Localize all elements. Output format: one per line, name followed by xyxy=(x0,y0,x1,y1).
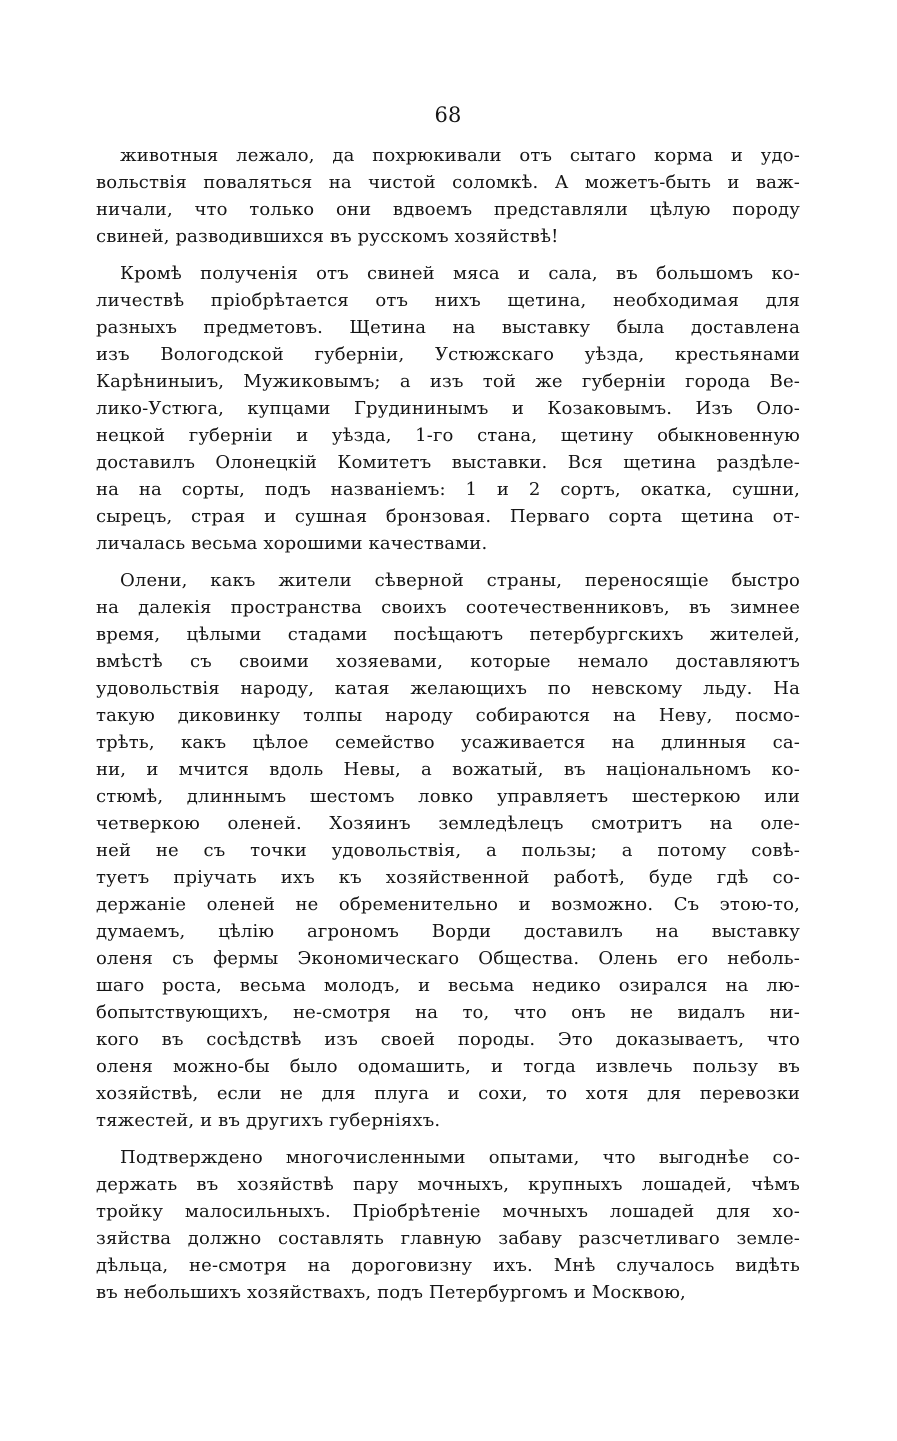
text-line: въ небольшихъ хозяйствахъ, подъ Петербургомъ и Москвою, xyxy=(96,1282,686,1303)
paragraph xyxy=(96,260,800,557)
text-line: Олени, какъ жители сѣверной страны, переносящіе быстро xyxy=(120,570,800,591)
text-line: оленя можно-бы было одомашить, и тогда извлечь пользу въ xyxy=(96,1056,800,1077)
text-line: шаго роста, весьма молодъ, и весьма недико озирался на лю- xyxy=(96,975,800,996)
text-line: держаніе оленей не обременительно и возможно. Съ этою-то, xyxy=(96,894,800,915)
text-line: ничали, что только они вдвоемъ представляли цѣлую породу xyxy=(96,199,800,220)
text-line: трѣть, какъ цѣлое семейство усаживается на длинныя са- xyxy=(96,732,800,753)
text-line: стюмѣ, длиннымъ шестомъ ловко управляетъ шестеркою или xyxy=(96,786,800,807)
text-line: зяйства должно составлять главную забаву разсчетливаго земле- xyxy=(96,1228,800,1249)
text-line: животныя лежало, да похрюкивали отъ сытаго корма и удо- xyxy=(120,145,800,166)
text-line: личалась весьма хорошими качествами. xyxy=(96,533,488,554)
text-line: Подтверждено многочисленными опытами, что выгоднѣе со- xyxy=(120,1147,800,1168)
text-line: кого въ сосѣдствѣ изъ своей породы. Это доказываетъ, что xyxy=(96,1029,800,1050)
text-line: на на сорты, подъ названіемъ: 1 и 2 сортъ, окатка, сушни, xyxy=(96,479,800,500)
text-line: личествѣ пріобрѣтается отъ нихъ щетина, необходимая для xyxy=(96,290,800,311)
text-line: тройку малосильныхъ. Пріобрѣтеніе мочныхъ лошадей для хо- xyxy=(96,1201,800,1222)
paragraph xyxy=(96,567,800,1134)
text-line: удовольствія народу, катая желающихъ по невскому льду. На xyxy=(96,678,800,699)
text-line: такую диковинку толпы народу собираются на Неву, посмо- xyxy=(96,705,800,726)
text-line: четверкою оленей. Хозяинъ земледѣлецъ смотритъ на оле- xyxy=(96,813,800,834)
text-line: на далекія пространства своихъ соотечественниковъ, въ зимнее xyxy=(96,597,800,618)
paragraph xyxy=(96,1144,800,1306)
text-line: оленя съ фермы Экономическаго Общества. Олень его неболь- xyxy=(96,948,800,969)
page-number: 68 xyxy=(434,103,462,127)
text-line: сырецъ, страя и сушная бронзовая. Перваго сорта щетина от- xyxy=(96,506,800,527)
text-line: Кромѣ полученія отъ свиней мяса и сала, въ большомъ ко- xyxy=(120,263,800,284)
text-line: туетъ пріучать ихъ къ хозяйственной работѣ, буде гдѣ со- xyxy=(96,867,800,888)
text-line: изъ Вологодской губерніи, Устюжскаго уѣзда, крестьянами xyxy=(96,344,800,365)
text-line: вмѣстѣ съ своими хозяевами, которые немало доставляютъ xyxy=(96,651,800,672)
text-line: разныхъ предметовъ. Щетина на выставку была доставлена xyxy=(96,317,800,338)
text-line: лико-Устюга, купцами Грудининымъ и Козаковымъ. Изъ Оло- xyxy=(96,398,800,419)
text-line: свиней, разводившихся въ русскомъ хозяйствѣ! xyxy=(96,226,559,247)
text-line: держать въ хозяйствѣ пару мочныхъ, крупныхъ лошадей, чѣмъ xyxy=(96,1174,800,1195)
text-line: Карѣниныиъ, Мужиковымъ; а изъ той же губерніи города Ве- xyxy=(96,371,800,392)
body-text xyxy=(96,142,800,1306)
text-line: ней не съ точки удовольствія, а пользы; а потому совѣ- xyxy=(96,840,800,861)
text-line: думаемъ, цѣлію агрономъ Ворди доставилъ на выставку xyxy=(96,921,800,942)
text-line: доставилъ Олонецкій Комитетъ выставки. Вся щетина раздѣле- xyxy=(96,452,800,473)
book-page xyxy=(96,100,800,1316)
text-line: хозяйствѣ, если не для плуга и сохи, то хотя для перевозки xyxy=(96,1083,800,1104)
paragraph xyxy=(96,142,800,250)
text-line: нецкой губерніи и уѣзда, 1-го стана, щетину обыкновенную xyxy=(96,425,800,446)
text-line: вольствія поваляться на чистой соломкѣ. А можетъ-быть и важ- xyxy=(96,172,800,193)
text-line: тяжестей, и въ другихъ губерніяхъ. xyxy=(96,1110,441,1131)
text-line: ни, и мчится вдоль Невы, а вожатый, въ національномъ ко- xyxy=(96,759,800,780)
text-line: время, цѣлыми стадами посѣщаютъ петербургскихъ жителей, xyxy=(96,624,800,645)
text-line: дѣльца, не-смотря на дороговизну ихъ. Мнѣ случалось видѣть xyxy=(96,1255,800,1276)
text-line: бопытствующихъ, не-смотря на то, что онъ не видалъ ни- xyxy=(96,1002,800,1023)
